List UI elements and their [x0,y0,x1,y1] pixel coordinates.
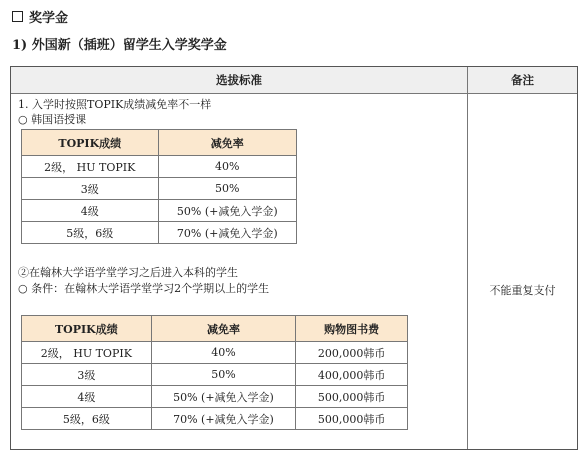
criterion1-bullet: ○ 韩国语授课 [18,113,87,126]
table-row [22,200,297,222]
table2-cell: 40% [151,342,296,364]
table2-cell: 4级 [22,386,152,408]
remark-column-header: 备注 [511,73,534,87]
table-row [22,178,297,200]
table1-header-rate: 减免率 [158,130,296,156]
table2-cell: 400,000韩币 [296,364,408,386]
criteria-column-header: 选拔标准 [216,73,262,87]
table2-cell: 2级， HU TOPIK [22,342,152,364]
table-row [22,156,297,178]
criterion1-heading: 1. 入学时按照TOPIK成绩减免率不一样 [18,98,212,111]
table2-cell: 50% (+减免入学金) [151,386,296,408]
column-divider [467,67,468,449]
table1-cell: 5级，6级 [22,222,159,244]
table2-header-book-fee: 购物图书费 [296,316,408,342]
table-row [22,408,408,430]
table1-cell: 50% [158,178,296,200]
table2-cell: 3级 [22,364,152,386]
checkbox-square-icon [12,11,23,22]
table2-cell: 5级，6级 [22,408,152,430]
table2-header-topik: TOPIK成绩 [22,316,152,342]
table2-cell: 70% (+减免入学金) [151,408,296,430]
table-row [22,386,408,408]
section-title-text: 奖学金 [29,10,69,26]
table2-header-rate: 减免率 [151,316,296,342]
table2-cell: 200,000韩币 [296,342,408,364]
table1-header-topik: TOPIK成绩 [22,130,159,156]
topik-table-2 [21,315,408,430]
table2-cell: 500,000韩币 [296,408,408,430]
table-row [22,342,408,364]
criterion2-heading: ②在翰林大学语学堂学习之后进入本科的学生 [18,266,238,279]
topik-table-1 [21,129,297,244]
remark-text: 不能重复支付 [489,284,556,297]
table1-cell: 50% (+减免入学金) [158,200,296,222]
scholarship-subtitle: 1) 外国新（插班）留学生入学奖学金 [12,38,227,53]
section-title [12,6,68,26]
table-row [22,364,408,386]
table1-cell: 70% (+减免入学金) [158,222,296,244]
table-row [22,222,297,244]
table2-cell: 50% [151,364,296,386]
table1-cell: 2级， HU TOPIK [22,156,159,178]
table1-cell: 40% [158,156,296,178]
criterion2-bullet: ○ 条件：在翰林大学语学堂学习2个学期以上的学生 [18,282,270,295]
table2-cell: 500,000韩币 [296,386,408,408]
table1-cell: 3级 [22,178,159,200]
table1-cell: 4级 [22,200,159,222]
